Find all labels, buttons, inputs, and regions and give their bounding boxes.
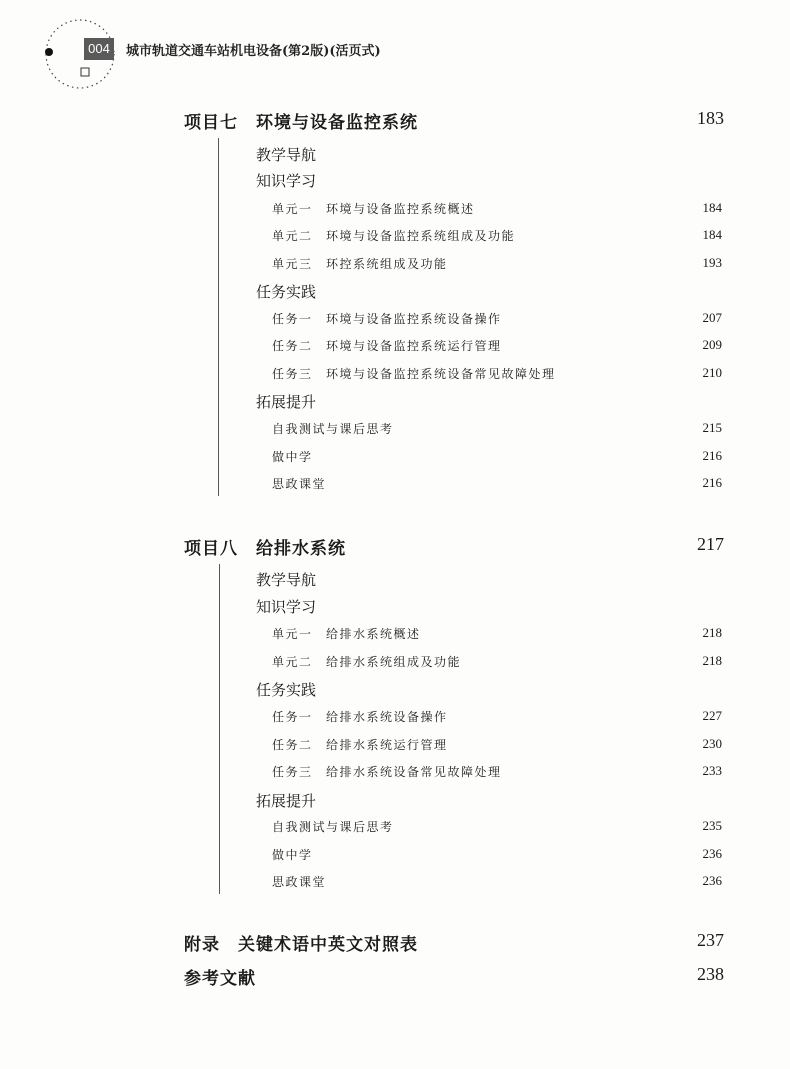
entry-title: 思政课堂 xyxy=(272,875,327,889)
entry-page: 218 xyxy=(702,625,722,640)
entry-title: 自我测试与课后思考 xyxy=(272,820,394,834)
toc-entry[interactable] xyxy=(272,736,722,754)
section-teaching-nav[interactable]: 教学导航 xyxy=(256,571,317,589)
entry-page: 218 xyxy=(702,653,722,668)
entry-page: 216 xyxy=(702,475,722,490)
toc-entry[interactable] xyxy=(272,653,722,671)
entry-title: 任务一 环境与设备监控系统设备操作 xyxy=(272,312,502,326)
section-practice[interactable]: 任务实践 xyxy=(256,681,317,699)
toc-entry[interactable] xyxy=(272,200,722,218)
entry-page: 233 xyxy=(702,763,722,778)
entry-title: 思政课堂 xyxy=(272,477,327,491)
entry-page: 209 xyxy=(702,337,722,352)
entry-title: 任务二 给排水系统运行管理 xyxy=(272,738,448,752)
page-number: 004 xyxy=(84,38,114,60)
entry-page: 235 xyxy=(702,818,722,833)
appendix-entry[interactable] xyxy=(184,930,724,956)
entry-page: 227 xyxy=(702,708,722,723)
entry-title: 自我测试与课后思考 xyxy=(272,422,394,436)
entry-title: 任务三 环境与设备监控系统设备常见故障处理 xyxy=(272,367,556,381)
toc-entry[interactable] xyxy=(272,708,722,726)
entry-page: 230 xyxy=(702,736,722,751)
entry-page: 210 xyxy=(702,365,722,380)
section-extension[interactable]: 拓展提升 xyxy=(256,393,317,411)
entry-title: 单元一 给排水系统概述 xyxy=(272,627,421,641)
toc-entry[interactable] xyxy=(272,818,722,836)
project-page: 183 xyxy=(697,108,724,128)
entry-title: 任务一 给排水系统设备操作 xyxy=(272,710,448,724)
appendix-title: 附录 关键术语中英文对照表 xyxy=(184,935,418,955)
entry-page: 236 xyxy=(702,846,722,861)
project-8-heading[interactable] xyxy=(184,534,724,562)
section-practice[interactable]: 任务实践 xyxy=(256,283,317,301)
references-title: 参考文献 xyxy=(184,969,256,989)
project-title: 项目八 给排水系统 xyxy=(184,539,346,559)
entry-title: 任务二 环境与设备监控系统运行管理 xyxy=(272,339,502,353)
entry-title: 单元三 环控系统组成及功能 xyxy=(272,257,448,271)
appendix-page: 237 xyxy=(697,930,724,950)
entry-title: 任务三 给排水系统设备常见故障处理 xyxy=(272,765,502,779)
toc-entry[interactable] xyxy=(272,227,722,245)
entry-page: 193 xyxy=(702,255,722,270)
entry-page: 184 xyxy=(702,227,722,242)
references-entry[interactable] xyxy=(184,964,724,990)
toc-entry[interactable] xyxy=(272,365,722,383)
project-title: 项目七 环境与设备监控系统 xyxy=(184,113,418,133)
project-7-heading[interactable] xyxy=(184,108,724,136)
entry-page: 215 xyxy=(702,420,722,435)
section-teaching-nav[interactable]: 教学导航 xyxy=(256,146,317,164)
entry-page: 236 xyxy=(702,873,722,888)
toc-bracket-line xyxy=(218,138,219,496)
section-knowledge[interactable]: 知识学习 xyxy=(256,598,317,616)
references-page: 238 xyxy=(697,964,724,984)
toc-entry[interactable] xyxy=(272,420,722,438)
entry-title: 单元二 给排水系统组成及功能 xyxy=(272,655,462,669)
section-knowledge[interactable]: 知识学习 xyxy=(256,172,317,190)
toc-entry[interactable] xyxy=(272,873,722,891)
entry-title: 单元一 环境与设备监控系统概述 xyxy=(272,202,475,216)
toc-entry[interactable] xyxy=(272,255,722,273)
book-title: 城市轨道交通车站机电设备(第2版)(活页式) xyxy=(126,44,381,59)
entry-page: 184 xyxy=(702,200,722,215)
toc-entry[interactable] xyxy=(272,475,722,493)
entry-page: 216 xyxy=(702,448,722,463)
toc-entry[interactable] xyxy=(272,846,722,864)
toc-bracket-line xyxy=(219,564,220,894)
entry-title: 做中学 xyxy=(272,848,313,862)
entry-page: 207 xyxy=(702,310,722,325)
section-extension[interactable]: 拓展提升 xyxy=(256,792,317,810)
toc-entry[interactable] xyxy=(272,763,722,781)
toc-entry[interactable] xyxy=(272,337,722,355)
toc-entry[interactable] xyxy=(272,625,722,643)
entry-title: 做中学 xyxy=(272,450,313,464)
toc-entry[interactable] xyxy=(272,448,722,466)
project-page: 217 xyxy=(697,534,724,554)
entry-title: 单元二 环境与设备监控系统组成及功能 xyxy=(272,229,516,243)
toc-entry[interactable] xyxy=(272,310,722,328)
